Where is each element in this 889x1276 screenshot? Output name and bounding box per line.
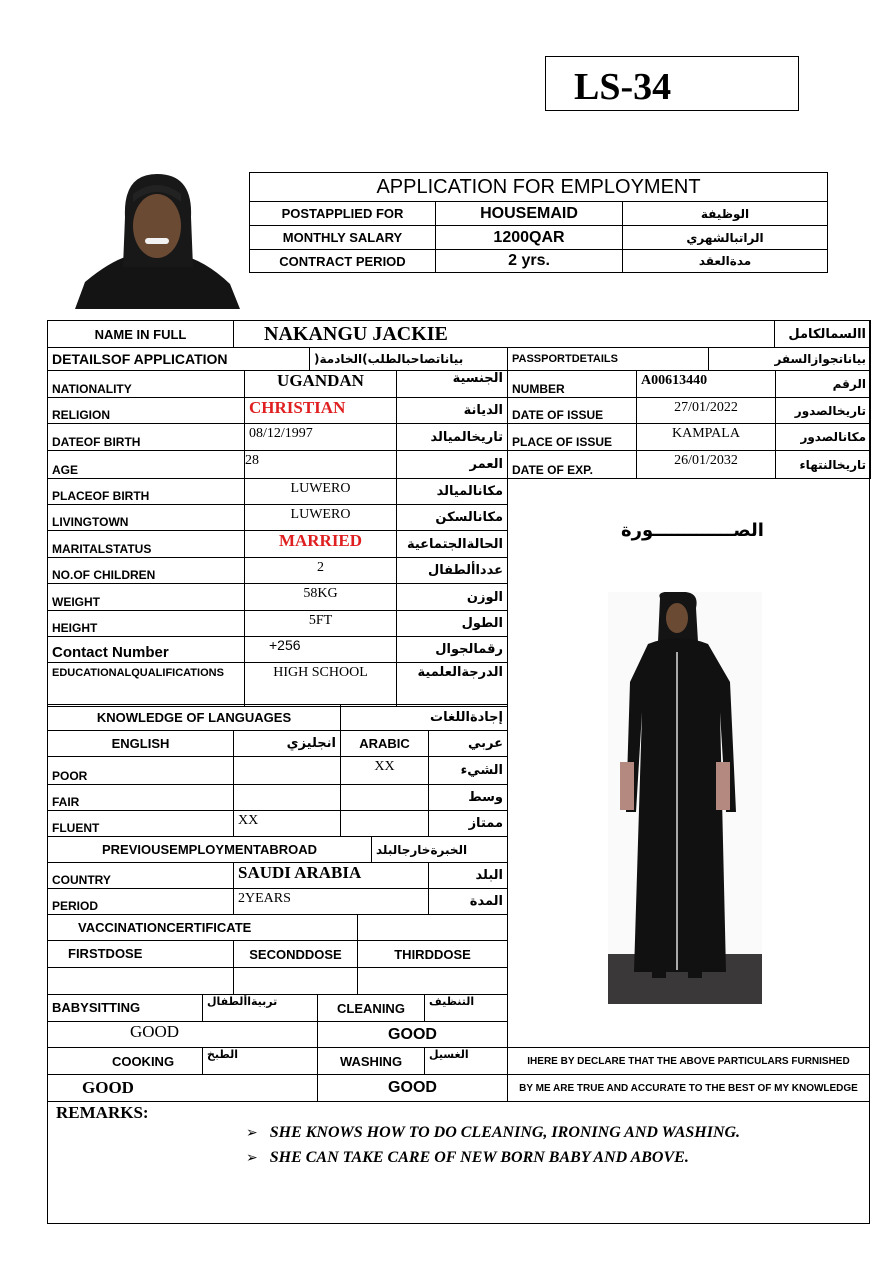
english-header: ENGLISH xyxy=(48,731,234,757)
marital-status-arabic: الحالةالجتماعية xyxy=(397,531,508,558)
details-arabic: بياناتصاحبالطلب)الخادمة( xyxy=(310,348,508,371)
declaration-line-1: IHERE BY DECLARE THAT THE ABOVE PARTICULARS FURNISHED xyxy=(508,1048,870,1075)
contract-label: CONTRACT PERIOD xyxy=(250,250,436,273)
living-town-arabic: مكانالسكن xyxy=(397,505,508,531)
children-label: NO.OF CHILDREN xyxy=(48,558,245,584)
second-dose-value xyxy=(234,968,358,995)
dob-value: 08/12/1997 xyxy=(245,424,397,451)
fluent-level-arabic: ممتاز xyxy=(429,811,508,837)
remark-item xyxy=(246,1124,740,1142)
languages-title-arabic: إجادةاللغات xyxy=(341,705,508,731)
height-arabic: الطول xyxy=(397,611,508,637)
living-town-value: LUWERO xyxy=(245,505,397,531)
languages-title: KNOWLEDGE OF LANGUAGES xyxy=(48,705,341,731)
passport-number-label: NUMBER xyxy=(508,371,637,398)
salary-arabic: الراتبالشهري xyxy=(623,226,828,250)
post-label: POSTAPPLIED FOR xyxy=(250,202,436,226)
fluent-label: FLUENT xyxy=(48,811,234,837)
cooking-label: COOKING xyxy=(48,1048,203,1075)
period-label: PERIOD xyxy=(48,889,234,915)
personal-table xyxy=(47,370,508,707)
washing-label: WASHING xyxy=(318,1048,425,1075)
issue-place-value: KAMPALA xyxy=(637,424,776,451)
first-dose-value xyxy=(48,968,234,995)
salary-value: 1200QAR xyxy=(436,226,623,250)
issue-place-label: PLACE OF ISSUE xyxy=(508,424,637,451)
contract-value: 2 yrs. xyxy=(436,250,623,273)
place-of-birth-value: LUWERO xyxy=(245,479,397,505)
religion-arabic: الديانة xyxy=(397,398,508,424)
education-arabic: الدرجةالعلمية xyxy=(397,663,508,707)
languages-table xyxy=(47,704,508,837)
contact-arabic: رقمالجوال xyxy=(397,637,508,663)
issue-date-label: DATE OF ISSUE xyxy=(508,398,637,424)
passport-number-arabic: الرقم xyxy=(776,371,871,398)
poor-label: POOR xyxy=(48,757,234,785)
expiry-date-arabic: تاريخالنتهاء xyxy=(776,451,871,479)
arabic-header: ARABIC xyxy=(341,731,429,757)
passport-number-value: A00613440 xyxy=(637,371,776,398)
vaccination-blank xyxy=(358,915,508,941)
contact-value: +256 xyxy=(245,637,397,663)
arrow-bullet-icon: ➢ xyxy=(246,1149,258,1165)
fair-level-arabic: وسط xyxy=(429,785,508,811)
weight-value: 58KG xyxy=(245,584,397,611)
photo-heading: الصـــــــــــــورة xyxy=(621,520,764,541)
babysitting-value: GOOD xyxy=(48,1022,318,1048)
details-label: DETAILSOF APPLICATION xyxy=(48,348,310,371)
weight-label: WEIGHT xyxy=(48,584,245,611)
first-dose-label: FIRSTDOSE xyxy=(48,941,234,968)
children-value: 2 xyxy=(245,558,397,584)
age-label: AGE xyxy=(48,451,245,479)
remark-item xyxy=(246,1149,689,1167)
babysitting-arabic: تربيةاألطفال xyxy=(203,995,318,1022)
religion-value: CHRISTIAN xyxy=(245,398,397,424)
post-value: HOUSEMAID xyxy=(436,202,623,226)
salary-label: MONTHLY SALARY xyxy=(250,226,436,250)
passport-details-arabic: بياناتجوازالسفر xyxy=(709,348,871,371)
expiry-date-value: 26/01/2032 xyxy=(637,451,776,479)
period-arabic: المدة xyxy=(429,889,508,915)
fair-arabic xyxy=(341,785,429,811)
previous-employment-arabic: الخبرةخارجالبلد xyxy=(372,837,508,863)
washing-value: GOOD xyxy=(318,1075,508,1102)
poor-level-arabic: الشيء xyxy=(429,757,508,785)
height-label: HEIGHT xyxy=(48,611,245,637)
previous-employment-title: PREVIOUSEMPLOYMENTABROAD xyxy=(48,837,372,863)
cleaning-arabic: التنظيف xyxy=(425,995,508,1022)
form-title: APPLICATION FOR EMPLOYMENT xyxy=(250,173,828,202)
passport-details-label: PASSPORTDETAILS xyxy=(508,348,709,371)
vaccination-table xyxy=(47,914,508,995)
country-arabic: البلد xyxy=(429,863,508,889)
dob-label: DATEOF BIRTH xyxy=(48,424,245,451)
place-of-birth-arabic: مكانالميالد xyxy=(397,479,508,505)
reference-code: LS-34 xyxy=(545,56,799,111)
place-of-birth-label: PLACEOF BIRTH xyxy=(48,479,245,505)
english-header-arabic: انجليزي xyxy=(234,731,341,757)
religion-label: RELIGION xyxy=(48,398,245,424)
height-value: 5FT xyxy=(245,611,397,637)
fluent-arabic xyxy=(341,811,429,837)
poor-arabic: XX xyxy=(341,757,429,785)
fair-english xyxy=(234,785,341,811)
post-arabic: الوظيفة xyxy=(623,202,828,226)
cleaning-value: GOOD xyxy=(318,1022,508,1048)
third-dose-label: THIRDDOSE xyxy=(358,941,508,968)
expiry-date-label: DATE OF EXP. xyxy=(508,451,637,479)
education-label: EDUCATIONALQUALIFICATIONS xyxy=(48,663,245,707)
nationality-label: NATIONALITY xyxy=(48,371,245,398)
marital-status-value: MARRIED xyxy=(245,531,397,558)
vaccination-title: VACCINATIONCERTIFICATE xyxy=(48,915,358,941)
passport-table xyxy=(507,370,871,479)
skills-table xyxy=(47,994,508,1102)
contact-label: Contact Number xyxy=(48,637,245,663)
nationality-arabic: الجنسية xyxy=(397,371,508,398)
arrow-bullet-icon: ➢ xyxy=(246,1124,258,1140)
applicant-full-photo xyxy=(608,592,762,1004)
second-dose-label: SECONDDOSE xyxy=(234,941,358,968)
age-arabic: العمر xyxy=(397,451,508,479)
country-label: COUNTRY xyxy=(48,863,234,889)
nationality-value: UGANDAN xyxy=(245,371,397,398)
remark-text: SHE KNOWS HOW TO DO CLEANING, IRONING AND WASHING. xyxy=(269,1124,741,1141)
issue-date-arabic: تاريخالصدور xyxy=(776,398,871,424)
children-arabic: عدداألطفال xyxy=(397,558,508,584)
country-value: SAUDI ARABIA xyxy=(234,863,429,889)
details-table xyxy=(47,347,871,371)
washing-arabic: الغسيل xyxy=(425,1048,508,1075)
applicant-name: NAKANGU JACKIE xyxy=(234,321,775,348)
applicant-headshot xyxy=(75,172,240,309)
declaration-table xyxy=(507,1047,870,1102)
age-value: 28 xyxy=(245,451,397,479)
cooking-arabic: الطبخ xyxy=(203,1048,318,1075)
dob-arabic: تاريخالميالد xyxy=(397,424,508,451)
name-table xyxy=(47,320,871,348)
weight-arabic: الوزن xyxy=(397,584,508,611)
babysitting-label: BABYSITTING xyxy=(48,995,203,1022)
issue-place-arabic: مكانالصدور xyxy=(776,424,871,451)
period-value: 2YEARS xyxy=(234,889,429,915)
issue-date-value: 27/01/2022 xyxy=(637,398,776,424)
previous-employment-table xyxy=(47,836,508,915)
living-town-label: LIVINGTOWN xyxy=(48,505,245,531)
name-arabic: االسمالكامل xyxy=(775,321,871,348)
contract-arabic: مدةالعقد xyxy=(623,250,828,273)
cooking-value: GOOD xyxy=(48,1075,318,1102)
declaration-line-2: BY ME ARE TRUE AND ACCURATE TO THE BEST OF MY KNOWLEDGE xyxy=(508,1075,870,1102)
poor-english xyxy=(234,757,341,785)
cleaning-label: CLEANING xyxy=(318,995,425,1022)
employment-header-table xyxy=(249,172,828,273)
arabic-header-arabic: عربي xyxy=(429,731,508,757)
remarks-title: REMARKS: xyxy=(56,1103,149,1122)
name-label: NAME IN FULL xyxy=(48,321,234,348)
fluent-english: XX xyxy=(234,811,341,837)
remark-text: SHE CAN TAKE CARE OF NEW BORN BABY AND ABOVE. xyxy=(269,1149,689,1166)
fair-label: FAIR xyxy=(48,785,234,811)
education-value: HIGH SCHOOL xyxy=(245,663,397,707)
marital-status-label: MARITALSTATUS xyxy=(48,531,245,558)
third-dose-value xyxy=(358,968,508,995)
